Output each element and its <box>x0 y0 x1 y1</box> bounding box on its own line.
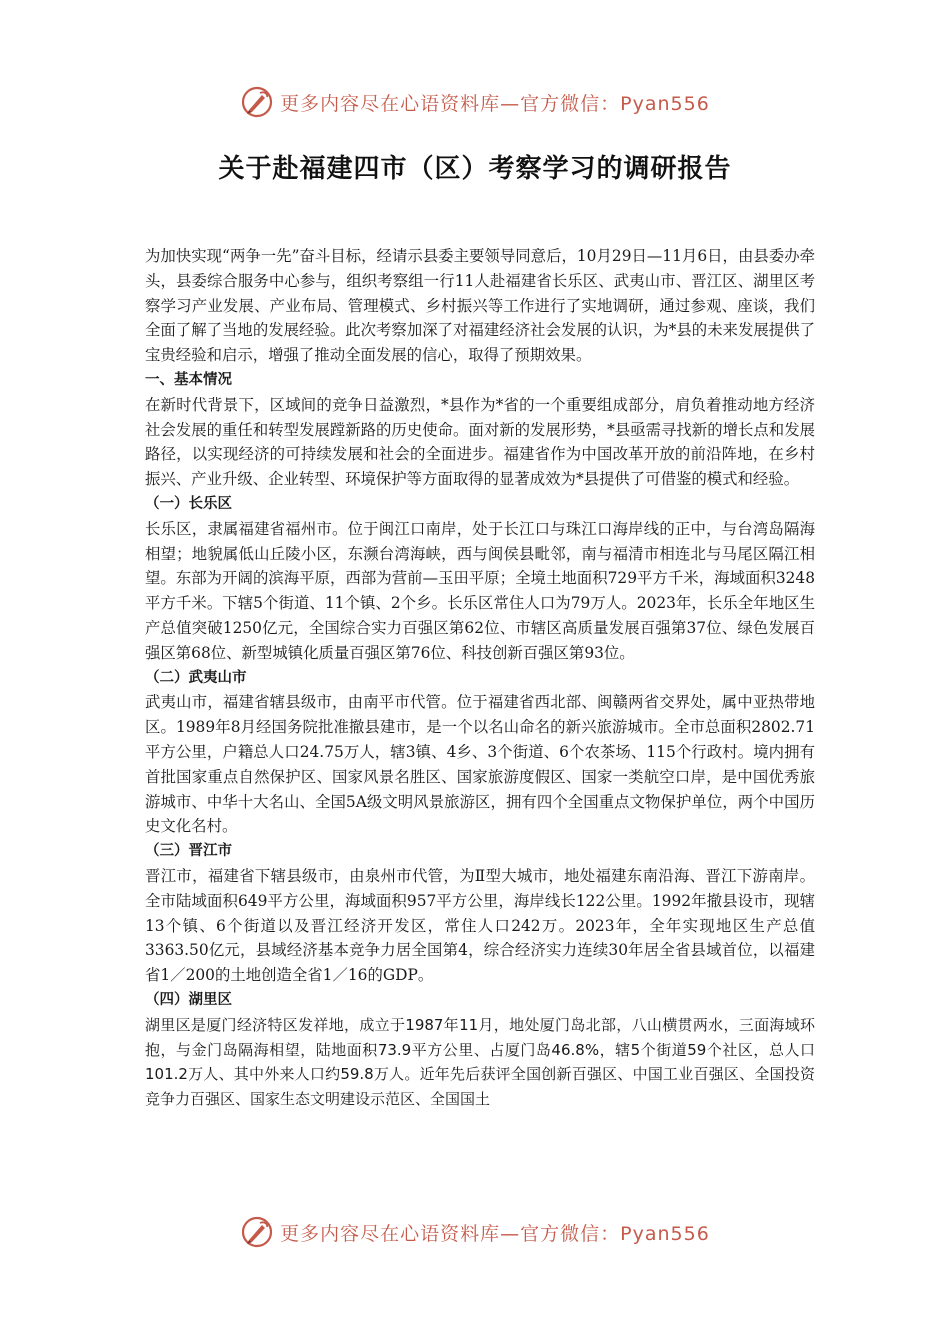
section-paragraph-basic: 在新时代背景下，区域间的竞争日益激烈，*县作为*省的一个重要组成部分，肩负着推动地方经济社会发展的重任和转型发展蹚新路的历史使命。面对新的发展形势，*县亟需寻找新的增长点和发展路径，以实现经济的可持续发展和社会的全面进步。福建省作为中国改革开放的前沿阵地，在乡村振兴、产业升级、企业转型、环境保护等方面取得的显著成效为*县提供了可借鉴的模式和经验。 <box>145 395 815 489</box>
pen-logo-icon <box>240 1215 274 1249</box>
document-body <box>145 244 815 1112</box>
subsection-paragraph-jinjiang: 晋江市，福建省下辖县级市，由泉州市代管，为Ⅱ型大城市，地处福建东南沿海、晋江下游南岸。全市陆域面积649平方公里，海域面积957平方公里，海岸线长122公里。1992年撤县设市，现辖13个镇、6个街道以及晋江经济开发区，常住人口242万。2023年，全年实现地区生产总值3363.50亿元，县域经济基本竞争力居全国第4，综合经济实力连续30年居全省县域首位，以福建省1／200的土地创造全省1／16的GDP。 <box>145 866 815 985</box>
banner-text: 更多内容尽在心语资料库—官方微信：Pyan556 <box>280 92 710 115</box>
intro-paragraph: 为加快实现“两争一先”奋斗目标，经请示县委主要领导同意后，10月29日—11月6日，由县委办牵头，县委综合服务中心参与，组织考察组一行11人赴福建省长乐区、武夷山市、晋江区、湖里区考察学习产业发展、产业布局、管理模式、乡村振兴等工作进行了实地调研，通过参观、座谈，我们全面了解了当地的发展经验。此次考察加深了对福建经济社会发展的认识，为*县的未来发展提供了宝贵经验和启示，增强了推动全面发展的信心，取得了预期效果。 <box>145 247 815 365</box>
banner-text: 更多内容尽在心语资料库—官方微信：Pyan556 <box>280 1222 710 1245</box>
subsection-heading-wuyishan: （二）武夷山市 <box>145 669 247 686</box>
footer-banner <box>0 1212 950 1252</box>
subsection-heading-jinjiang: （三）晋江市 <box>145 843 232 860</box>
page-title: 关于赴福建四市（区）考察学习的调研报告 <box>218 154 732 184</box>
header-banner <box>0 82 950 122</box>
section-heading-basic: 一、基本情况 <box>145 371 232 388</box>
subsection-heading-huli: （四）湖里区 <box>145 991 232 1008</box>
subsection-heading-changle: （一）长乐区 <box>145 495 232 512</box>
subsection-paragraph-wuyishan: 武夷山市，福建省辖县级市，由南平市代管。位于福建省西北部、闽赣两省交界处，属中亚热带地区。1989年8月经国务院批准撤县建市，是一个以名山命名的新兴旅游城市。全市总面积2802.71平方公里，户籍总人口24.75万人，辖3镇、4乡、3个街道、6个农茶场、115个行政村。境内拥有首批国家重点自然保护区、国家风景名胜区、国家旅游度假区、国家一类航空口岸，是中国优秀旅游城市、中华十大名山、全国5A级文明风景旅游区，拥有四个全国重点文物保护单位，两个中国历史文化名村。 <box>145 693 815 836</box>
subsection-paragraph-changle: 长乐区，隶属福建省福州市。位于闽江口南岸，处于长江口与珠江口海岸线的正中，与台湾岛隔海相望；地貌属低山丘陵小区，东濒台湾海峡，西与闽侯县毗邻，南与福清市相连北与马尾区隔江相望。东部为开阔的滨海平原，西部为营前—玉田平原；全境土地面积729平方千米，海域面积3248平方千米。下辖5个街道、11个镇、2个乡。长乐区常住人口为79万人。2023年，长乐全年地区生产总值突破1250亿元，全国综合实力百强区第62位、市辖区高质量发展百强第37位、绿色发展百强区第68位、新型城镇化质量百强区第76位、科技创新百强区第93位。 <box>145 519 815 662</box>
subsection-paragraph-huli: 湖里区是厦门经济特区发祥地，成立于1987年11月，地处厦门岛北部，八山横贯两水，三面海域环抱，与金门岛隔海相望，陆地面积73.9平方公里、占厦门岛46.8%，辖5个街道59个社区，总人口101.2万人、其中外来人口约59.8万人。近年先后获评全国创新百强区、中国工业百强区、全国投资竞争力百强区、国家生态文明建设示范区、全国国土 <box>145 1015 815 1109</box>
pen-logo-icon <box>240 85 274 119</box>
